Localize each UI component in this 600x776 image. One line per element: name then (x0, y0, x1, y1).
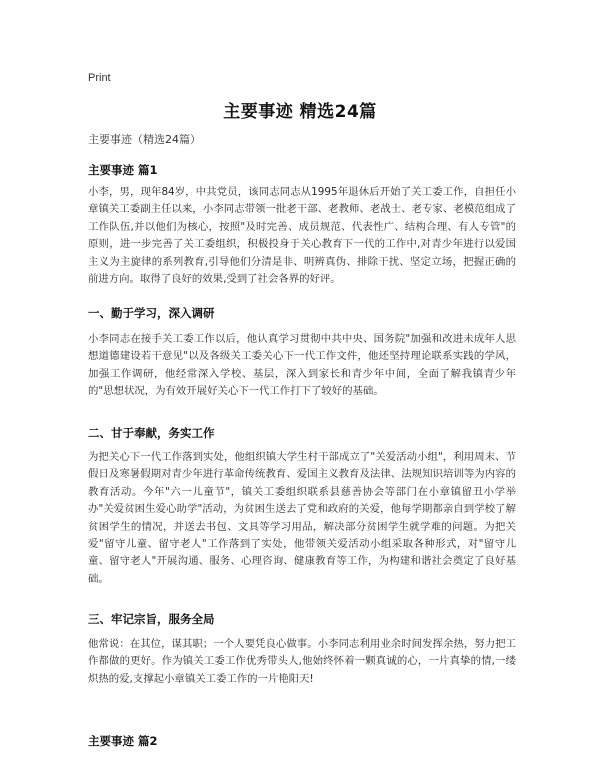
article-heading-2: 主要事迹 篇2 (88, 734, 158, 748)
section-paragraph-1: 小李同志在接手关工委工作以后，他认真学习贯彻中共中央、国务院"加强和改进未成年人思想道德建设若干意见"以及各级关工委关心下一代工作文件，他还坚持理论联系实践的学风，加强工作调研，他经常深入学校、基层，深入到家长和青少年中间，全面了解我镇青少年的"思想状况，为有效开展好关心下一代工作打下了较好的基础。 (88, 333, 516, 398)
print-label: Print (88, 72, 111, 84)
section-heading-3: 三、牢记宗旨，服务全局 (88, 612, 215, 626)
section-heading-1: 一、勤于学习，深入调研 (88, 306, 215, 320)
section-paragraph-2: 为把关心下一代工作落到实处，他组织镇大学生村干部成立了"关爱活动小组"，利用周末、节假日及寒暑假期对青少年进行革命传统教育、爱国主义教育及法律、法规知识培训等为内容的教育活动。今年"六一儿童节"，镇关工委组织联系县慈善协会等部门在小章镇留丑小学举办"关爱贫困生爱心助学"活动，为贫困生送去了党和政府的关爱，他每学期都亲自到学校了解贫困学生的情况，并送去书包、文具等学习用品，解决部分贫困学生就学难的问题。为把关爱"留守儿童、留守老人"工作落到了实处，他带领关爱活动小组采取各种形式，对"留守儿童、留守老人"开展沟通、服务、心理咨询、健康教育等工作，为构建和谐社会奠定了良好基础。 (88, 451, 516, 585)
document-subtitle: 主要事迹（精选24篇） (88, 133, 201, 146)
intro-paragraph: 小李，男，现年84岁，中共党员，该同志同志从1995年退休后开始了关工委工作，自担任小章镇关工委副主任以来，小李同志带领一批老干部、老教师、老战士、老专家、老模范组成了工作队伍,并以他们为核心，按照"及时完善、成员规范、代表性广、结构合理、有人专管"的原则，进一步完善了关工委组织，积极投身于关心教育下一代的工作中,对青少年进行以爱国主义为主旋律的系列教育,引导他们分清是非、明辨真伪、排除干扰、坚定立场，把握正确的前进方向。取得了良好的效果,受到了社会各界的好评。 (88, 186, 516, 286)
section-heading-2: 二、甘于奉献，务实工作 (88, 426, 215, 440)
article-heading-1: 主要事迹 篇1 (88, 163, 158, 177)
page-title: 主要事迹 精选24篇 (223, 102, 377, 122)
section-paragraph-3: 他常说：在其位，谋其职；一个人要凭良心做事。小李同志利用业余时间发挥余热，努力把工作都做的更好。作为镇关工委工作优秀带头人,他始终怀着一颗真诚的心，一片真挚的情,一缕炽热的爱,支撑起小章镇关工委工作的一片艳阳天! (88, 638, 516, 685)
